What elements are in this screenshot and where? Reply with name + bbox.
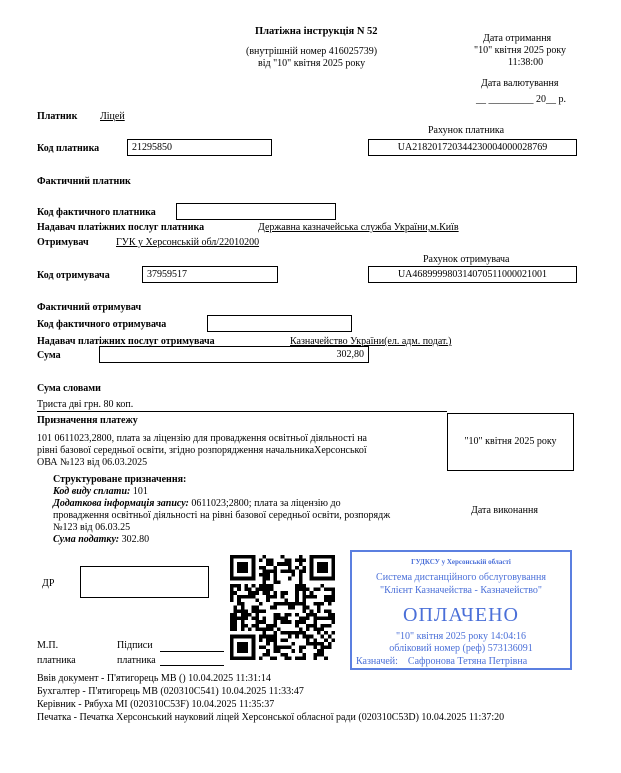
- footer-line-1: Ввів документ - П'ятигорець МВ () 10.04.2025 11:31:14: [37, 673, 271, 684]
- payment-kind-row: [53, 486, 148, 497]
- recipient-account-value: UA468999980314070511000021001: [397, 269, 548, 280]
- sum-words-divider: [37, 411, 447, 412]
- payer-label: Платник: [37, 111, 78, 122]
- stamp-paid: ОПЛАЧЕНО: [403, 604, 519, 626]
- purpose-line-1: 101 0611023,2800, плата за ліцензію для провадження освітньої діяльності на: [37, 433, 367, 444]
- payer-provider-name: Державна казначейська служба України,м.Київ: [258, 222, 459, 233]
- actual-payer-code-field: [176, 203, 336, 220]
- qr-code: [230, 555, 335, 660]
- recipient-account-label: Рахунок отримувача: [423, 254, 510, 265]
- extra-info-line-3: №123 від 06.03.25: [53, 522, 131, 533]
- recipient-provider-name: Казначейство України(ел. адм. подат.): [290, 336, 452, 347]
- payer-account-value: UA218201720344230004000028769: [397, 142, 548, 153]
- purpose-line-2: рівні базової середньої освіти, згідно розпорядження начальникаХерсонської: [37, 445, 367, 456]
- footer-line-4: Печатка - Печатка Херсонський науковий ліцей Херсонської обласної ради (020310С53D) 10.04.2025 11:37:20: [37, 712, 505, 723]
- actual-recipient-code-label: Код фактичного отримувача: [37, 319, 167, 330]
- dp-box: [80, 566, 209, 598]
- recipient-code-field: [142, 266, 278, 283]
- payer-code-value: 21295850: [132, 142, 172, 153]
- purpose-date-box: [447, 413, 574, 471]
- actual-payer-label: Фактичний платник: [37, 176, 131, 187]
- stamp-system-1: Система дистанційного обслуговування: [376, 572, 546, 583]
- payer-name: Ліцей: [100, 111, 125, 122]
- payer-account-label: Рахунок платника: [428, 125, 505, 136]
- execution-date-label: Дата виконання: [471, 505, 538, 516]
- signature-line-1: [160, 651, 224, 652]
- recipient-code-label: Код отримувача: [37, 270, 110, 281]
- sum-value: 302,80: [336, 349, 364, 360]
- footer-line-2: Бухгалтер - П'ятигорець МВ (020310С541) 10.04.2025 11:33:47: [37, 686, 304, 697]
- document-date: від "10" квітня 2025 року: [258, 58, 366, 69]
- mp-label: М.П.: [37, 640, 59, 651]
- stamp-ref: обліковий номер (реф) 573136091: [389, 643, 533, 654]
- signatures-label: Підписи: [117, 640, 153, 651]
- sum-words: Триста дві грн. 80 коп.: [37, 399, 134, 410]
- extra-info-value: 0611023;2800; плата за ліцензію до: [188, 498, 341, 509]
- dp-label: ДР: [42, 578, 55, 589]
- payment-kind-value: 101: [130, 486, 148, 497]
- paid-stamp: [350, 550, 572, 670]
- recipient-label: Отримувач: [37, 237, 89, 248]
- actual-recipient-label: Фактичний отримувач: [37, 302, 142, 313]
- payer-provider-label: Надавач платіжних послуг платника: [37, 222, 205, 233]
- purpose-line-3: ОВА №123 від 06.03.2025: [37, 457, 148, 468]
- footer-line-3: Керівник - Рябуха МІ (020310С53F) 10.04.2025 11:35:37: [37, 699, 275, 710]
- actual-recipient-code-field: [207, 315, 352, 332]
- recipient-provider-label: Надавач платіжних послуг отримувача: [37, 336, 215, 347]
- sum-field: [99, 346, 369, 363]
- internal-number: (внутрішній номер 416025739): [246, 46, 378, 57]
- document-title: Платіжна інструкція N 52: [255, 26, 378, 37]
- sum-words-label: Сума словами: [37, 383, 101, 394]
- extra-info-label: Додаткова інформація запису:: [53, 498, 189, 509]
- received-label: Дата отримання: [483, 33, 552, 44]
- tax-value: 302.80: [119, 534, 150, 545]
- tax-label: Сума податку:: [53, 534, 120, 545]
- mp-payer-label: платника: [37, 655, 76, 666]
- stamp-treasurer-label: Казначей:: [356, 656, 398, 667]
- stamp-system-2: "Клієнт Казначейства - Казначейство": [379, 585, 543, 596]
- recipient-code-value: 37959517: [147, 269, 187, 280]
- value-date-label: Дата валютування: [481, 78, 559, 89]
- value-date-blank: __ _________ 20__ р.: [476, 94, 566, 105]
- extra-info-row: [53, 498, 341, 509]
- payer-account-field: [368, 139, 577, 156]
- sum-label: Сума: [37, 350, 61, 361]
- signature-line-2: [160, 665, 224, 666]
- received-time: 11:38:00: [508, 57, 544, 68]
- stamp-treasurer-row: [356, 656, 527, 667]
- recipient-account-field: [368, 266, 577, 283]
- tax-row: [53, 534, 149, 545]
- purpose-date-value: "10" квітня 2025 року: [464, 436, 557, 447]
- structured-purpose-label: Структуроване призначення:: [53, 474, 187, 485]
- extra-info-line-2: провадження освітньої діяльності на рівні базової середньої освіти, розпорядж: [53, 510, 391, 521]
- stamp-date: "10" квітня 2025 року 14:04:16: [395, 631, 527, 642]
- actual-payer-code-label: Код фактичного платника: [37, 207, 156, 218]
- signatures-payer-label: платника: [117, 655, 156, 666]
- payer-code-field: [127, 139, 272, 156]
- recipient-name: ГУК у Херсонській обл/22010200: [116, 237, 260, 248]
- payer-code-label: Код платника: [37, 143, 100, 154]
- purpose-label: Призначення платежу: [37, 415, 138, 426]
- received-date: "10" квітня 2025 року: [474, 45, 567, 56]
- stamp-org: ГУДКСУ у Херсонській області: [411, 558, 511, 566]
- stamp-treasurer-name: Сафронова Тетяна Петрівна: [407, 656, 528, 667]
- payment-kind-label: Код виду сплати:: [53, 486, 131, 497]
